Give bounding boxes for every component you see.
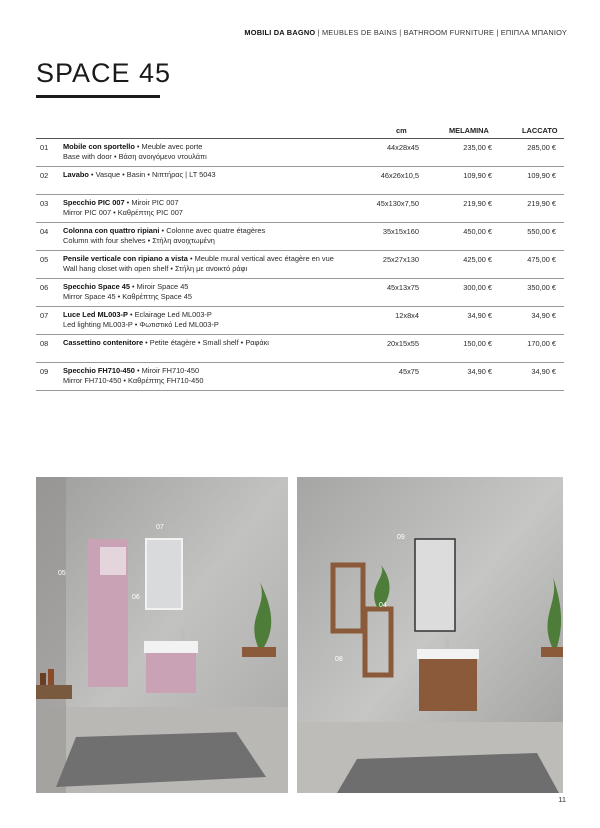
row-desc1: • Meuble mural vertical avec étagère en vue: [187, 254, 334, 263]
row-dimensions: 45x75: [398, 367, 419, 376]
row-dimensions: 35x15x160: [382, 227, 419, 236]
label-07: 07: [156, 524, 164, 531]
row-price-melamina: 34,90 €: [467, 311, 492, 320]
row-name: Colonna con quattro ripiani: [63, 226, 160, 235]
row-number: 07: [40, 311, 49, 320]
row-desc1: • Colonne avec quatre étagères: [159, 226, 266, 235]
table-row: [36, 251, 564, 279]
row-price-melamina: 219,90 €: [463, 199, 492, 208]
photo-wood-set: [297, 477, 563, 793]
section-header: [244, 28, 567, 37]
price-table: [36, 124, 564, 391]
row-number: 03: [40, 199, 49, 208]
row-desc1: • Miroir FH710-450: [134, 366, 200, 375]
bathroom-scene-left: [36, 477, 288, 793]
row-desc1: • Meuble avec porte: [134, 142, 203, 151]
wood-base: [419, 659, 477, 711]
row-name: Specchio PIC 007: [63, 198, 125, 207]
label-04: 04: [379, 602, 387, 609]
row-description: [63, 338, 373, 348]
table-row: [36, 279, 564, 307]
label-05: 05: [58, 570, 66, 577]
row-desc2: Mirror FH710-450 • Καθρέπτης FH710-450: [63, 376, 204, 385]
row-number: 05: [40, 255, 49, 264]
label-08: 08: [335, 656, 343, 663]
row-dimensions: 25x27x130: [382, 255, 419, 264]
row-name: Pensile verticale con ripiano a vista: [63, 254, 188, 263]
table-body: [36, 139, 564, 391]
row-dimensions: 44x28x45: [386, 143, 419, 152]
row-number: 02: [40, 171, 49, 180]
row-desc2: Base with door • Βάση ανοιγόμενο ντουλάπι: [63, 152, 207, 161]
label-09: 09: [397, 534, 405, 541]
row-name: Specchio Space 45: [63, 282, 130, 291]
row-price-melamina: 150,00 €: [463, 339, 492, 348]
header-bold: MOBILI DA BAGNO: [244, 28, 316, 37]
header-rest: | MEUBLES DE BAINS | BATHROOM FURNITURE | ΕΠΙΠΛΑ ΜΠΑΝΙΟΥ: [315, 28, 567, 37]
row-dimensions: 12x8x4: [395, 311, 419, 320]
row-dimensions: 46x26x10,5: [380, 171, 419, 180]
page-number: 11: [558, 795, 566, 804]
table-row: [36, 335, 564, 363]
table-row: [36, 363, 564, 391]
table-row: [36, 195, 564, 223]
row-price-melamina: 34,90 €: [467, 367, 492, 376]
row-price-melamina: 425,00 €: [463, 255, 492, 264]
photo-pink-set: [36, 477, 288, 793]
row-desc2: Mirror PIC 007 • Καθρέπτης PIC 007: [63, 208, 183, 217]
row-desc2: Column with four shelves • Στήλη ανοιχτωμένη: [63, 236, 215, 245]
row-desc2: Led lighting ML003-P • Φωτιστικό Led ML003-P: [63, 320, 219, 329]
col-laccato: LACCATO: [522, 126, 558, 135]
row-dimensions: 45x130x7,50: [376, 199, 419, 208]
row-desc2: Mirror Space 45 • Καθρέπτης Space 45: [63, 292, 192, 301]
row-name: Specchio FH710-450: [63, 366, 135, 375]
row-price-melamina: 450,00 €: [463, 227, 492, 236]
row-name: Lavabo: [63, 170, 89, 179]
row-price-melamina: 300,00 €: [463, 283, 492, 292]
label-06: 06: [132, 594, 140, 601]
table-row: [36, 223, 564, 251]
row-price-laccato: 34,90 €: [531, 367, 556, 376]
pink-base: [146, 653, 196, 693]
row-price-laccato: 109,90 €: [527, 171, 556, 180]
row-dimensions: 45x13x75: [386, 283, 419, 292]
row-price-laccato: 285,00 €: [527, 143, 556, 152]
row-desc1: • Eclairage Led ML003-P: [127, 310, 212, 319]
row-price-laccato: 475,00 €: [527, 255, 556, 264]
row-description: [63, 198, 373, 218]
row-number: 04: [40, 227, 49, 236]
table-header: [36, 124, 564, 139]
row-number: 09: [40, 367, 49, 376]
col-melamina: MELAMINA: [449, 126, 489, 135]
row-desc2: Wall hang closet with open shelf • Στήλη με ανοικτό ράφι: [63, 264, 248, 273]
row-desc1: • Vasque • Basin • Νιπτήρας | LT 5043: [88, 170, 216, 179]
table-row: [36, 167, 564, 195]
row-desc1: • Miroir Space 45: [129, 282, 189, 291]
row-description: [63, 282, 373, 302]
row-desc1: • Miroir PIC 007: [124, 198, 179, 207]
bathroom-scene-right: [297, 477, 563, 793]
row-price-laccato: 550,00 €: [527, 227, 556, 236]
row-number: 08: [40, 339, 49, 348]
row-dimensions: 20x15x55: [386, 339, 419, 348]
row-number: 01: [40, 143, 49, 152]
row-name: Cassettino contenitore: [63, 338, 144, 347]
row-description: [63, 170, 373, 180]
col-cm: cm: [396, 126, 407, 135]
row-name: Mobile con sportello: [63, 142, 135, 151]
row-price-laccato: 219,90 €: [527, 199, 556, 208]
row-number: 06: [40, 283, 49, 292]
row-price-laccato: 34,90 €: [531, 311, 556, 320]
row-name: Luce Led ML003-P: [63, 310, 128, 319]
row-desc1: • Petite étagère • Small shelf • Ραφάκι: [143, 338, 269, 347]
table-row: [36, 307, 564, 335]
row-description: [63, 366, 373, 386]
row-description: [63, 254, 373, 274]
row-description: [63, 226, 373, 246]
page-title: SPACE 45: [36, 58, 172, 88]
row-price-melamina: 109,90 €: [463, 171, 492, 180]
row-description: [63, 310, 373, 330]
table-row: [36, 139, 564, 167]
row-price-melamina: 235,00 €: [463, 143, 492, 152]
title-underline: [36, 95, 160, 98]
row-description: [63, 142, 373, 162]
row-price-laccato: 350,00 €: [527, 283, 556, 292]
row-price-laccato: 170,00 €: [527, 339, 556, 348]
